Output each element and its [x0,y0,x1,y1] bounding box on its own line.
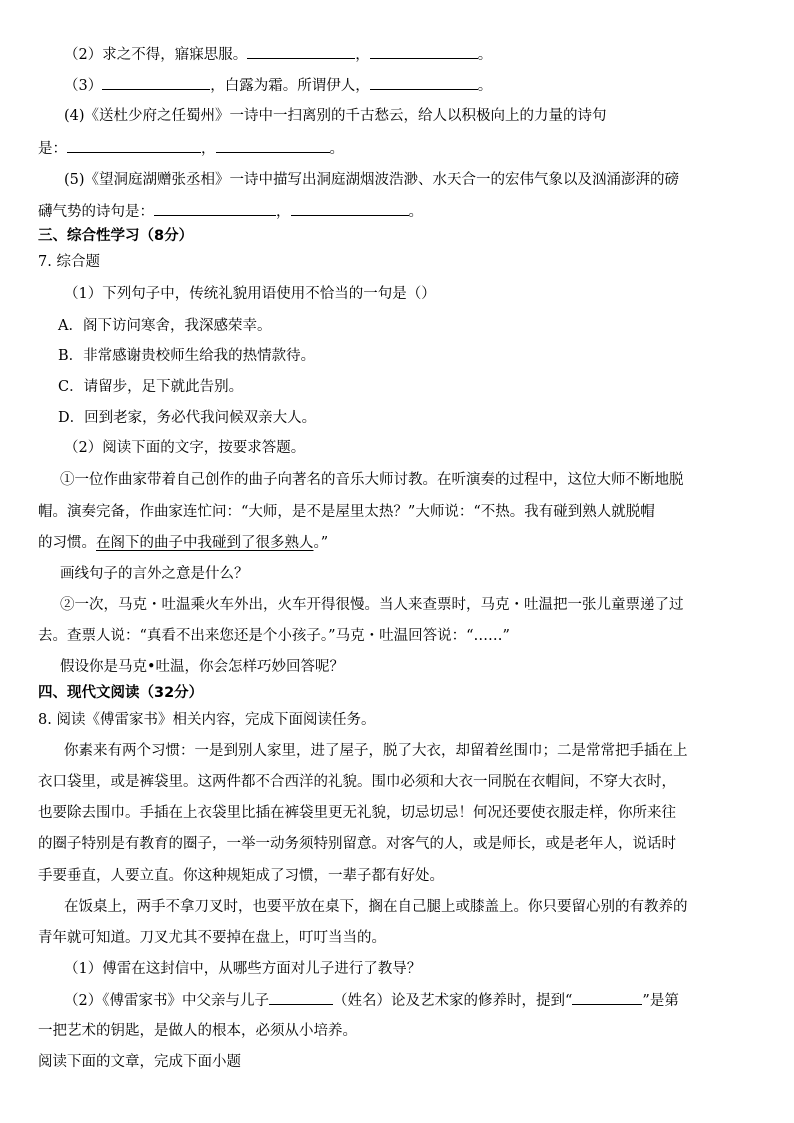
passage-1-line-3: 的习惯。在阁下的曲子中我碰到了很多熟人。” [38,535,329,551]
reading-line-5: 手要垂直，人要立直。你这种规矩成了习惯，一辈子都有好处。 [38,868,444,884]
reading-line-7: 青年就可知道。刀叉尤其不要掉在盘上，叮叮当当的。 [38,930,386,946]
answer-blank[interactable] [216,138,330,153]
poem-fill-3: （3） ，白露为霜。所谓伊人， 。 [64,75,492,96]
answer-blank[interactable] [67,138,201,153]
option-d: D．回到老家，务必代我问候双亲大人。 [58,410,317,426]
reading-line-6: 在饭桌上，两手不拿刀叉时，也要平放在桌下，搁在自己腿上或膝盖上。你只要留心别的有教养的 [64,899,688,915]
option-b: B．非常感谢贵校师生给我的热情款待。 [58,348,316,364]
question-7-1: （1）下列句子中，传统礼貌用语使用不恰当的一句是（） [64,286,436,302]
reading-line-2: 衣口袋里，或是裤袋里。这两件都不合西洋的礼貌。围巾必须和大衣一同脱在衣帽间，不穿大衣时， [38,774,676,790]
question-7-2: （2）阅读下面的文字，按要求答题。 [64,440,306,456]
option-c: C．请留步，足下就此告别。 [58,379,244,395]
answer-blank[interactable] [291,201,409,216]
answer-blank[interactable] [102,75,210,90]
passage-2-line-2: 去。查票人说：“真看不出来您还是个小孩子。”马克・吐温回答说：“……” [38,628,510,644]
question-8-title: 8. 阅读《傅雷家书》相关内容，完成下面阅读任务。 [38,712,376,728]
reading-line-1: 你素来有两个习惯：一是到别人家里，进了屋子，脱了大衣，却留着丝围巾；二是常常把手插在上 [64,743,688,759]
answer-blank[interactable] [269,990,333,1005]
passage-2-line-1: ②一次，马克・吐温乘火车外出，火车开得很慢。当人来查票时，马克・吐温把一张儿童票递了过 [60,597,684,613]
answer-blank[interactable] [370,75,478,90]
section-heading-3: 三、综合性学习（8分） [38,228,194,244]
poem-fill-4-answer: 是： ， 。 [38,138,344,159]
answer-blank[interactable] [572,990,642,1005]
option-a: A．阁下访问寒舍，我深感荣幸。 [58,318,272,334]
section-heading-4: 四、现代文阅读（32分） [38,685,204,701]
passage-1-line-1: ①一位作曲家带着自己创作的曲子向著名的音乐大师讨教。在听演奏的过程中，这位大师不断地脱 [60,472,684,488]
passage-1-line-2: 帽。演奏完备，作曲家连忙问：“大师，是不是屋里太热？”大师说：“不热。我有碰到熟人就脱帽 [38,504,655,520]
poem-fill-5-prompt: (5)《望洞庭湖赠张丞相》一诗中描写出洞庭湖烟波浩渺、水天合一的宏伟气象以及汹涌澎湃的磅 [64,172,680,188]
answer-blank[interactable] [370,44,478,59]
passage-2-question: 假设你是马克•吐温，你会怎样巧妙回答呢？ [60,659,345,675]
question-7-title: 7. 综合题 [38,254,100,270]
poem-fill-5-answer: 礴气势的诗句是： ， 。 [38,201,423,222]
question-8-2: （2）《傅雷家书》中父亲与儿子 （姓名）论及艺术家的修养时，提到“ ”是第 [64,990,679,1011]
poem-fill-2: （2）求之不得，寤寐思服。 ， 。 [64,44,492,65]
poem-fill-4-prompt: (4)《送杜少府之任蜀州》一诗中一扫离别的千古愁云，给人以积极向上的力量的诗句 [64,108,607,124]
reading-line-4: 的圈子特别是有教育的圈子，一举一动务须特别留意。对客气的人，或是师长，或是老年人，说话时 [38,836,676,852]
question-8-2-continued: 一把艺术的钥匙，是做人的根本，必须从小培养。 [38,1023,357,1039]
passage-1-question: 画线句子的言外之意是什么？ [60,566,249,582]
next-reading-instruction: 阅读下面的文章，完成下面小题 [38,1054,241,1070]
answer-blank[interactable] [247,44,355,59]
question-8-1: （1）傅雷在这封信中，从哪些方面对儿子进行了教导？ [64,961,422,977]
answer-blank[interactable] [154,201,276,216]
underlined-sentence: 在阁下的曲子中我碰到了很多熟人 [96,535,314,551]
reading-line-3: 也要除去围巾。手插在上衣袋里比插在裤袋里更无礼貌，切忌切忌！何况还要使衣服走样，你所来往 [38,805,676,821]
